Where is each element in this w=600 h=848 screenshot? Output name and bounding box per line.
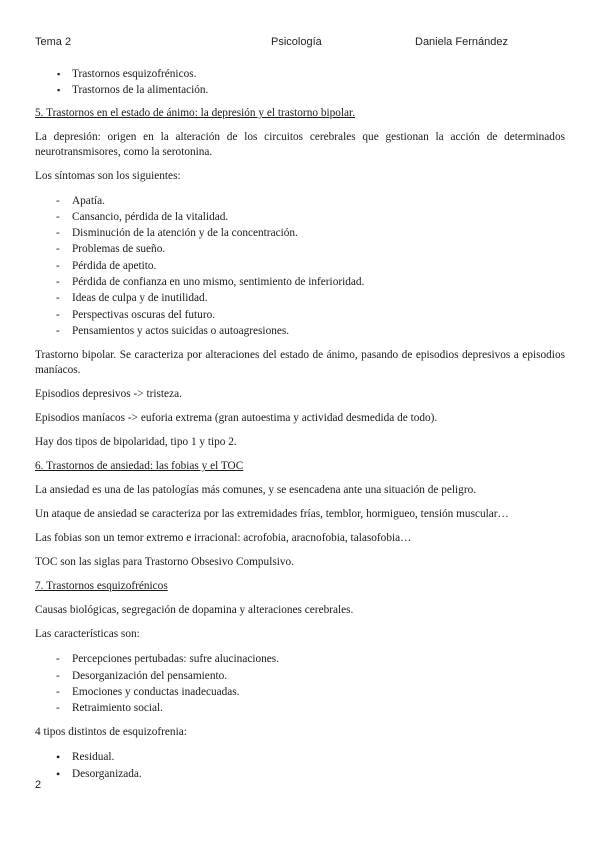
paragraph-fobias: Las fobias son un temor extremo e irracional: acrofobia, aracnofobia, talasofobia…	[35, 532, 412, 545]
header-author: Daniela Fernández	[415, 36, 508, 48]
paragraph-toc: TOC son las siglas para Trastorno Obsesivo Compulsivo.	[35, 556, 295, 569]
list-item: - Disminución de la atención y de la concentración.	[35, 225, 565, 241]
list-item: • Residual.	[35, 749, 565, 765]
sintomas-list	[35, 193, 565, 340]
list-item: ▪ Trastornos esquizofrénicos.	[35, 66, 565, 82]
paragraph-tipos-bipolaridad: Hay dos tipos de bipolaridad, tipo 1 y tipo 2.	[35, 436, 237, 449]
list-item: - Ideas de culpa y de inutilidad.	[35, 290, 565, 306]
section-5-heading: 5. Trastornos en el estado de ánimo: la depresión y el trastorno bipolar.	[35, 106, 356, 119]
paragraph-ansiedad: La ansiedad es una de las patologías más comunes, y se esencadena ante una situación de peligro.	[35, 484, 477, 497]
paragraph-depresion: La depresión: origen en la alteración de los circuitos cerebrales que gestionan la acción de determinados neurotransmisores, como la serotonina.	[35, 130, 565, 158]
page-header	[35, 36, 565, 52]
list-item: - Pérdida de confianza en uno mismo, sentimiento de inferioridad.	[35, 274, 565, 290]
page-number: 2	[35, 779, 42, 791]
document-body	[35, 66, 565, 791]
list-item: ▪ Trastornos de la alimentación.	[35, 82, 565, 98]
list-item: - Percepciones pertubadas: sufre alucinaciones.	[35, 651, 565, 667]
list-item: - Retraimiento social.	[35, 700, 565, 716]
list-item: - Pérdida de apetito.	[35, 258, 565, 274]
header-title: Psicología	[271, 36, 322, 48]
list-item: - Problemas de sueño.	[35, 241, 565, 257]
paragraph-bipolar: Trastorno bipolar. Se caracteriza por alteraciones del estado de ánimo, pasando de episodios depresivos a episodios maníacos.	[35, 349, 565, 377]
paragraph-episodios-depresivos: Episodios depresivos -> tristeza.	[35, 388, 182, 401]
section-6-heading: 6. Trastornos de ansiedad: las fobias y el TOC	[35, 460, 244, 473]
paragraph-causas: Causas biológicas, segregación de dopamina y alteraciones cerebrales.	[35, 604, 354, 617]
tipos-esquizofrenia-list	[35, 749, 565, 782]
paragraph-episodios-maniacos: Episodios maníacos -> euforia extrema (gran autoestima y actividad desmedida de todo).	[35, 412, 438, 425]
list-item: - Perspectivas oscuras del futuro.	[35, 307, 565, 323]
header-subject: Tema 2	[35, 36, 72, 48]
caracteristicas-list	[35, 651, 565, 716]
list-item: - Cansancio, pérdida de la vitalidad.	[35, 209, 565, 225]
list-item: - Pensamientos y actos suicidas o autoagresiones.	[35, 323, 565, 339]
paragraph-ataque-ansiedad: Un ataque de ansiedad se caracteriza por las extremidades frías, temblor, hormigueo, tensión muscular…	[35, 508, 509, 521]
paragraph-sintomas-intro: Los síntomas son los siguientes:	[35, 169, 181, 182]
section-7-heading: 7. Trastornos esquizofrénicos	[35, 580, 168, 593]
list-item: • Desorganizada.	[35, 766, 565, 782]
top-list	[35, 66, 565, 99]
paragraph-tipos-esquizofrenia: 4 tipos distintos de esquizofrenia:	[35, 726, 187, 739]
paragraph-caracteristicas-intro: Las características son:	[35, 628, 140, 641]
list-item: - Emociones y conductas inadecuadas.	[35, 684, 565, 700]
list-item: - Desorganización del pensamiento.	[35, 668, 565, 684]
list-item: - Apatía.	[35, 193, 565, 209]
